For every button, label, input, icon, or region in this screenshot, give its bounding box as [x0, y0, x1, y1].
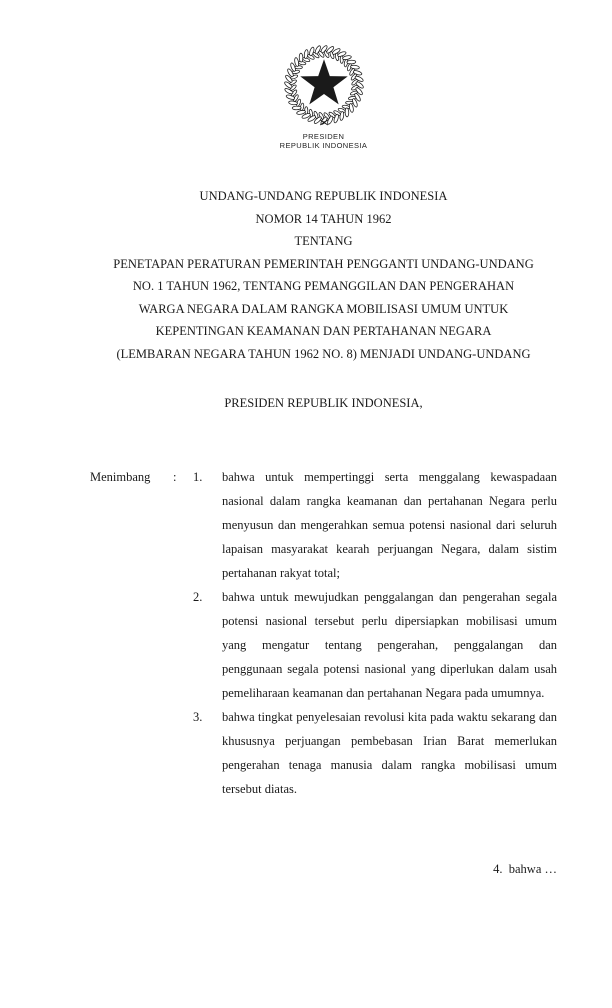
- opening-line: PRESIDEN REPUBLIK INDONESIA,: [224, 396, 423, 410]
- consideration-item: [193, 465, 557, 585]
- title-line: KEPENTINGAN KEAMANAN DAN PERTAHANAN NEGARA: [155, 324, 492, 338]
- considerations-section: [90, 465, 557, 801]
- title-line: (LEMBARAN NEGARA TAHUN 1962 NO. 8) MENJADI UNDANG-UNDANG: [116, 346, 531, 361]
- letterhead-republik-indonesia: REPUBLIK INDONESIA: [279, 141, 368, 150]
- considerations-label: Menimbang: [90, 469, 151, 484]
- catchword-next-page: 4. bahwa …: [493, 861, 557, 876]
- title-line: NO. 1 TAHUN 1962, TENTANG PEMANGGILAN DAN PENGERAHAN: [132, 279, 515, 293]
- consideration-item: [193, 705, 557, 801]
- item-text: bahwa tingkat penyelesaian revolusi kita pada waktu sekarang dan khususnya perjuangan pembebasan Irian Barat memerlukan pengerahan tenaga manusia dalam rangka mobilisasi umum tersebut diatas.: [222, 709, 557, 796]
- letterhead-presiden: PRESIDEN: [302, 132, 345, 141]
- title-line: UNDANG-UNDANG REPUBLIK INDONESIA: [199, 189, 448, 203]
- title-line: NOMOR 14 TAHUN 1962: [255, 211, 392, 226]
- considerations-colon: :: [173, 469, 177, 484]
- star-wreath-emblem-icon: [280, 42, 368, 128]
- title-line: WARGA NEGARA DALAM RANGKA MOBILISASI UMUM UNTUK: [138, 301, 509, 316]
- document-title: [90, 185, 557, 365]
- considerations-list: [193, 465, 557, 801]
- consideration-item: [193, 585, 557, 705]
- item-number: 1.: [193, 469, 203, 484]
- letterhead: [90, 42, 557, 150]
- title-line: PENETAPAN PERATURAN PEMERINTAH PENGGANTI UNDANG-UNDANG: [113, 256, 534, 271]
- item-text: bahwa untuk mempertinggi serta menggalang kewaspadaan nasional dalam rangka keamanan dan pertahanan Negara perlu menyusun dan mengerahkan semua potensi nasional dari seluruh lapaisan masyarakat kearah perjuangan Negara, dalam sistim pertahanan rakyat total;: [222, 469, 557, 580]
- item-number: 2.: [193, 589, 203, 604]
- title-line: TENTANG: [294, 234, 353, 248]
- item-text: bahwa untuk mewujudkan penggalangan dan pengerahan segala potensi nasional tersebut perlu dipersiapkan mobilisasi umum yang mengatur tentang pengerahan, penggalangan dan penggunaan segala potensi nasional yang diperlukan dalam usah pemeliharaan keamanan dan pertahanan Negara pada umumnya.: [222, 589, 557, 700]
- star-icon: [300, 59, 347, 104]
- item-number: 3.: [193, 709, 203, 724]
